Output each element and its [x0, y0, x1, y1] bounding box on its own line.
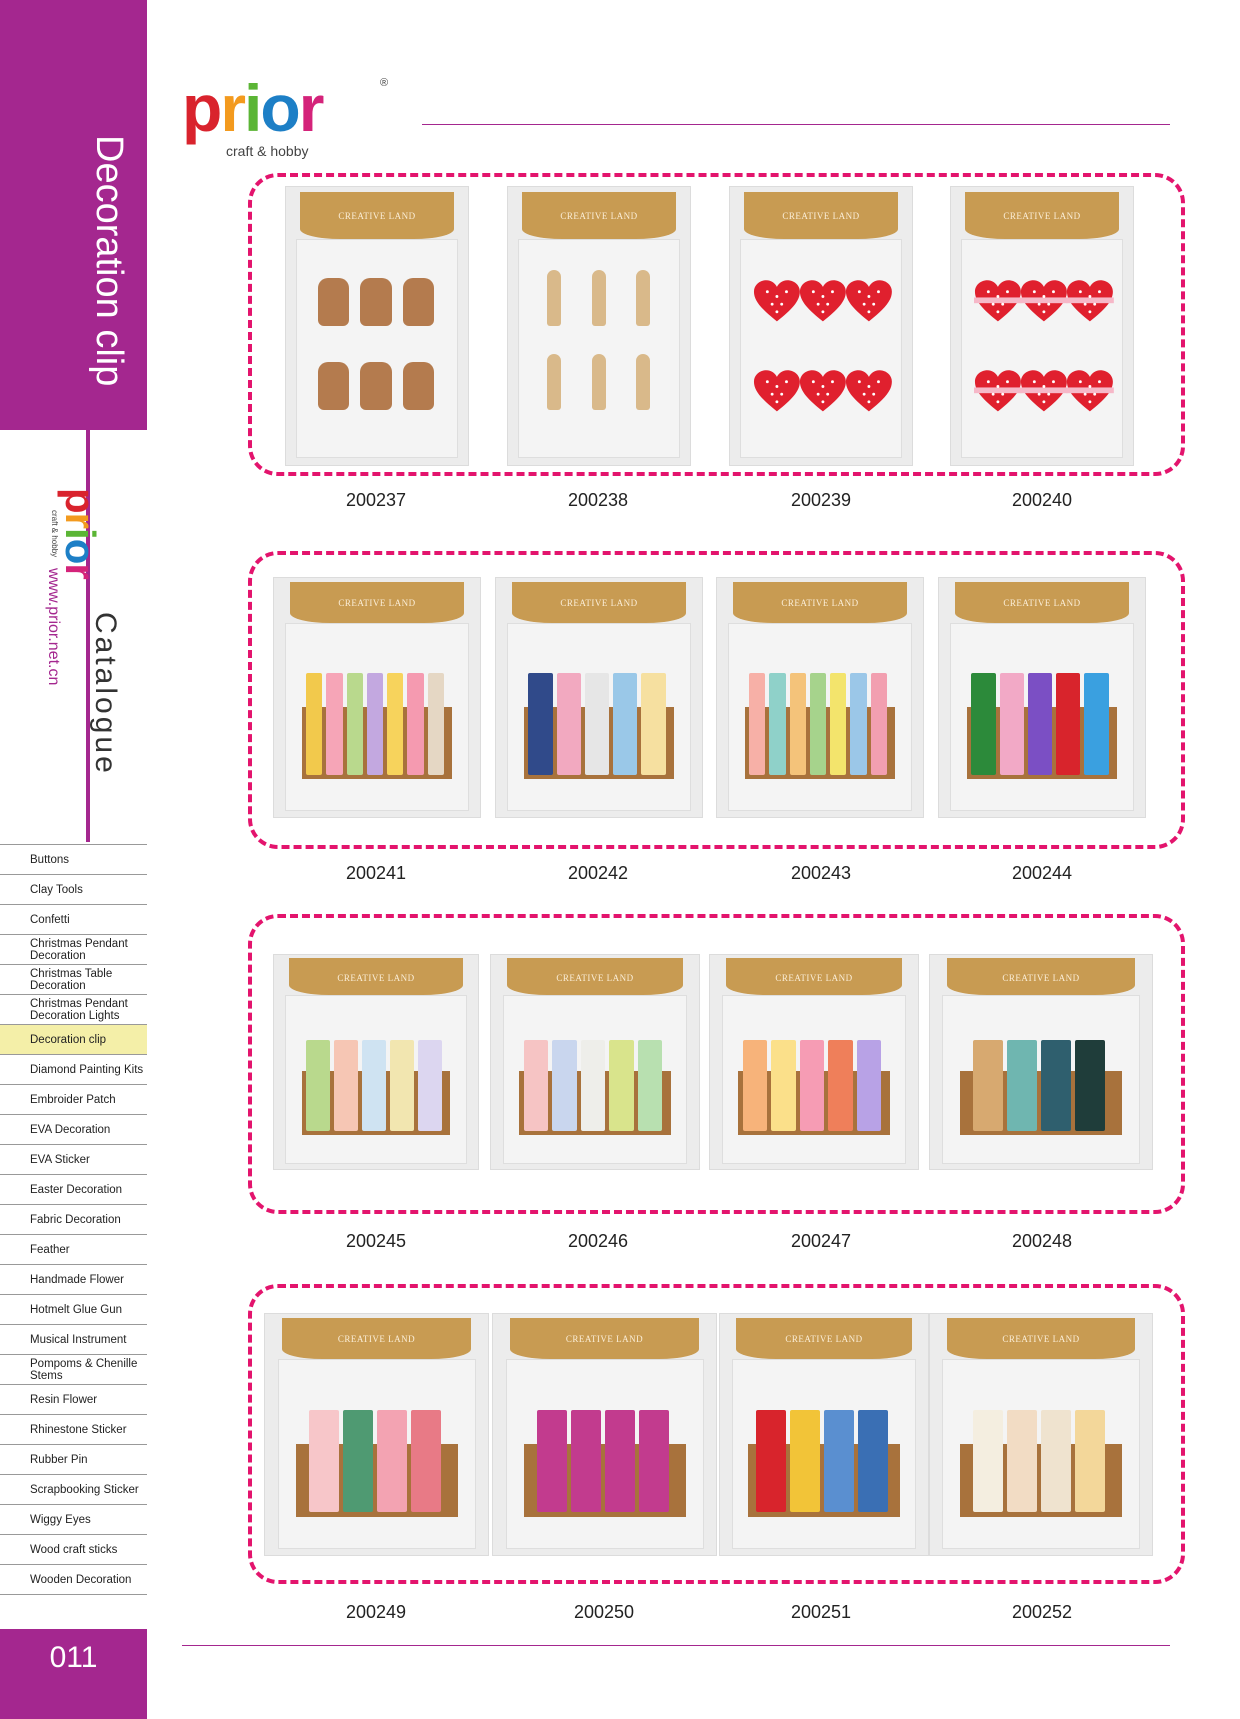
- wooden-peg: [971, 673, 995, 774]
- wooden-peg: [418, 1040, 442, 1131]
- category-item[interactable]: Easter Decoration: [0, 1175, 147, 1205]
- wooden-peg: [306, 673, 322, 774]
- category-item[interactable]: Rhinestone Sticker: [0, 1415, 147, 1445]
- heart-clip: [1066, 360, 1114, 422]
- heart-clip: [799, 270, 847, 332]
- product-image[interactable]: [495, 577, 703, 818]
- category-item[interactable]: Handmade Flower: [0, 1265, 147, 1295]
- mermaid-clip: [636, 354, 650, 410]
- category-item[interactable]: Wooden Decoration: [0, 1565, 147, 1595]
- product-image[interactable]: [950, 186, 1134, 466]
- wooden-peg: [528, 673, 552, 774]
- product-code: 200251: [790, 1602, 852, 1622]
- package-header: [512, 582, 687, 623]
- wooden-peg: [581, 1040, 606, 1131]
- wooden-peg: [871, 673, 887, 774]
- category-item[interactable]: Diamond Painting Kits: [0, 1055, 147, 1085]
- wooden-peg: [347, 673, 363, 774]
- wooden-peg: [1000, 673, 1024, 774]
- heart-clip: [799, 360, 847, 422]
- sidebar-logo-tagline: craft & hobby: [50, 510, 59, 558]
- product-code: 200252: [1011, 1602, 1073, 1622]
- product-code: 200246: [567, 1231, 629, 1251]
- product-code: 200241: [345, 863, 407, 883]
- wooden-peg: [638, 1040, 663, 1131]
- heart-clip: [1020, 270, 1068, 332]
- wooden-peg: [1041, 1040, 1071, 1131]
- product-image[interactable]: [929, 954, 1153, 1170]
- category-item[interactable]: Hotmelt Glue Gun: [0, 1295, 147, 1325]
- brand-logo: p r i o r ® craft & hobby: [182, 71, 389, 159]
- category-item[interactable]: Christmas Pendant Decoration: [0, 935, 147, 965]
- package-bag: [296, 239, 458, 457]
- product-code: 200239: [790, 490, 852, 510]
- category-item[interactable]: Clay Tools: [0, 875, 147, 905]
- wooden-peg: [537, 1410, 567, 1512]
- catalogue-label: Catalogue: [89, 612, 122, 776]
- package-header: [965, 192, 1120, 240]
- package-header: [290, 582, 465, 623]
- wooden-peg: [749, 673, 765, 774]
- mermaid-clip: [592, 270, 606, 326]
- wooden-peg: [367, 673, 383, 774]
- wooden-peg: [309, 1410, 339, 1512]
- wooden-peg: [1075, 1040, 1105, 1131]
- product-code: 200250: [573, 1602, 635, 1622]
- wooden-peg: [850, 673, 866, 774]
- wooden-peg: [411, 1410, 441, 1512]
- wooden-peg: [428, 673, 444, 774]
- category-item[interactable]: Pompoms & Chenille Stems: [0, 1355, 147, 1385]
- package-brand-text: CREATIVE LAND: [1003, 210, 1081, 221]
- wooden-peg: [1007, 1410, 1037, 1512]
- package-header: [733, 582, 908, 623]
- wooden-peg: [1007, 1040, 1037, 1131]
- package-brand-text: CREATIVE LAND: [782, 210, 860, 221]
- package-brand-text: CREATIVE LAND: [565, 1334, 644, 1345]
- wooden-peg: [756, 1410, 786, 1512]
- package-brand-text: CREATIVE LAND: [1002, 1334, 1080, 1345]
- category-item[interactable]: Buttons: [0, 845, 147, 875]
- wooden-peg: [1028, 673, 1052, 774]
- product-code: 200237: [345, 490, 407, 510]
- wooden-peg: [1041, 1410, 1071, 1512]
- category-item[interactable]: EVA Sticker: [0, 1145, 147, 1175]
- heart-clip: [845, 360, 893, 422]
- wooden-peg: [387, 673, 403, 774]
- package-brand-text: CREATIVE LAND: [781, 598, 859, 609]
- wooden-peg: [857, 1040, 882, 1131]
- wooden-peg: [407, 673, 423, 774]
- wooden-peg: [771, 1040, 796, 1131]
- heart-clip: [974, 270, 1022, 332]
- product-code: 200248: [1011, 1231, 1073, 1251]
- website-link[interactable]: www.prior.net.cn: [45, 568, 62, 686]
- package-brand-text: CREATIVE LAND: [1002, 973, 1080, 983]
- bear-clip: [360, 278, 391, 326]
- heart-clip: [753, 360, 801, 422]
- product-code: 200243: [790, 863, 852, 883]
- wooden-peg: [377, 1410, 407, 1512]
- wooden-peg: [605, 1410, 635, 1512]
- heart-clip: [1066, 270, 1114, 332]
- product-image[interactable]: [938, 577, 1146, 818]
- wooden-peg: [790, 673, 806, 774]
- product-image[interactable]: [729, 186, 913, 466]
- product-image[interactable]: [273, 577, 481, 818]
- wooden-peg: [334, 1040, 358, 1131]
- package-brand-text: CREATIVE LAND: [337, 973, 415, 983]
- wooden-peg: [524, 1040, 549, 1131]
- wooden-peg: [1075, 1410, 1105, 1512]
- page-number: 011: [0, 1629, 147, 1719]
- wooden-peg: [1084, 673, 1108, 774]
- mermaid-clip: [547, 354, 561, 410]
- bear-clip: [403, 278, 434, 326]
- wooden-peg: [390, 1040, 414, 1131]
- package-header: [726, 958, 902, 995]
- package-brand-text: CREATIVE LAND: [560, 210, 638, 221]
- category-item[interactable]: Christmas Pendant Decoration Lights: [0, 995, 147, 1025]
- wooden-peg: [613, 673, 637, 774]
- wooden-peg: [641, 673, 665, 774]
- product-code: 200244: [1011, 863, 1073, 883]
- heart-clip: [974, 360, 1022, 422]
- package-brand-text: CREATIVE LAND: [556, 973, 634, 983]
- package-header: [510, 1318, 699, 1359]
- wooden-peg: [973, 1040, 1003, 1131]
- category-item[interactable]: Wiggy Eyes: [0, 1505, 147, 1535]
- package-header: [744, 192, 899, 240]
- bear-clip: [403, 362, 434, 410]
- logo-tagline: craft & hobby: [226, 143, 309, 159]
- package-header: [955, 582, 1130, 623]
- bear-clip: [318, 362, 349, 410]
- wooden-peg: [810, 673, 826, 774]
- bear-clip: [360, 362, 391, 410]
- product-image[interactable]: [709, 954, 919, 1170]
- wooden-peg: [343, 1410, 373, 1512]
- section-title: Decoration clip: [88, 135, 130, 387]
- wooden-peg: [585, 673, 609, 774]
- header-rule: [422, 124, 1170, 125]
- package-header: [947, 1318, 1135, 1359]
- category-item[interactable]: Musical Instrument: [0, 1325, 147, 1355]
- product-code: 200247: [790, 1231, 852, 1251]
- mermaid-clip: [547, 270, 561, 326]
- category-nav: [0, 844, 147, 1595]
- wooden-peg: [824, 1410, 854, 1512]
- category-item[interactable]: Rubber Pin: [0, 1445, 147, 1475]
- heart-clip: [1020, 360, 1068, 422]
- package-brand-text: CREATIVE LAND: [775, 973, 853, 983]
- category-item[interactable]: Resin Flower: [0, 1385, 147, 1415]
- package-header: [736, 1318, 912, 1359]
- wooden-peg: [557, 673, 581, 774]
- wooden-peg: [1056, 673, 1080, 774]
- wooden-peg: [828, 1040, 853, 1131]
- category-item[interactable]: Decoration clip: [0, 1025, 147, 1055]
- category-item[interactable]: Feather: [0, 1235, 147, 1265]
- category-item[interactable]: Scrapbooking Sticker: [0, 1475, 147, 1505]
- package-header: [289, 958, 462, 995]
- product-image[interactable]: [719, 1313, 929, 1556]
- heart-clip: [753, 270, 801, 332]
- category-item[interactable]: Wood craft sticks: [0, 1535, 147, 1565]
- package-header: [507, 958, 683, 995]
- package-header: [947, 958, 1135, 995]
- product-image[interactable]: [285, 186, 469, 466]
- wooden-peg: [609, 1040, 634, 1131]
- product-code: 200240: [1011, 490, 1073, 510]
- package-brand-text: CREATIVE LAND: [785, 1334, 863, 1345]
- product-image[interactable]: [507, 186, 691, 466]
- wooden-peg: [769, 673, 785, 774]
- wooden-peg: [830, 673, 846, 774]
- wooden-peg: [800, 1040, 825, 1131]
- wooden-peg: [973, 1410, 1003, 1512]
- package-brand-text: CREATIVE LAND: [338, 210, 416, 221]
- registered-mark: ®: [380, 77, 389, 89]
- category-item[interactable]: Confetti: [0, 905, 147, 935]
- bear-clip: [318, 278, 349, 326]
- package-header: [522, 192, 677, 240]
- product-image[interactable]: [273, 954, 479, 1170]
- package-brand-text: CREATIVE LAND: [1003, 598, 1081, 609]
- wooden-peg: [790, 1410, 820, 1512]
- footer-rule: [182, 1645, 1170, 1646]
- package-header: [282, 1318, 471, 1359]
- package-header: [300, 192, 455, 240]
- category-item[interactable]: EVA Decoration: [0, 1115, 147, 1145]
- wooden-peg: [306, 1040, 330, 1131]
- product-code: 200242: [567, 863, 629, 883]
- wooden-peg: [362, 1040, 386, 1131]
- wooden-peg: [552, 1040, 577, 1131]
- sidebar-logo: p r i o r craft & hobby: [50, 488, 101, 628]
- package-brand-text: CREATIVE LAND: [560, 598, 638, 609]
- category-item[interactable]: Embroider Patch: [0, 1085, 147, 1115]
- wooden-peg: [326, 673, 342, 774]
- package-brand-text: CREATIVE LAND: [338, 598, 416, 609]
- product-code: 200245: [345, 1231, 407, 1251]
- product-image[interactable]: [929, 1313, 1153, 1556]
- wooden-peg: [743, 1040, 768, 1131]
- product-image[interactable]: [490, 954, 700, 1170]
- mermaid-clip: [592, 354, 606, 410]
- wooden-peg: [639, 1410, 669, 1512]
- category-item[interactable]: Christmas Table Decoration: [0, 965, 147, 995]
- category-item[interactable]: Fabric Decoration: [0, 1205, 147, 1235]
- product-image[interactable]: [716, 577, 924, 818]
- wooden-peg: [858, 1410, 888, 1512]
- heart-clip: [845, 270, 893, 332]
- product-code: 200249: [345, 1602, 407, 1622]
- wooden-peg: [571, 1410, 601, 1512]
- product-image[interactable]: [492, 1313, 717, 1556]
- mermaid-clip: [636, 270, 650, 326]
- product-image[interactable]: [264, 1313, 489, 1556]
- product-code: 200238: [567, 490, 629, 510]
- package-brand-text: CREATIVE LAND: [337, 1334, 416, 1345]
